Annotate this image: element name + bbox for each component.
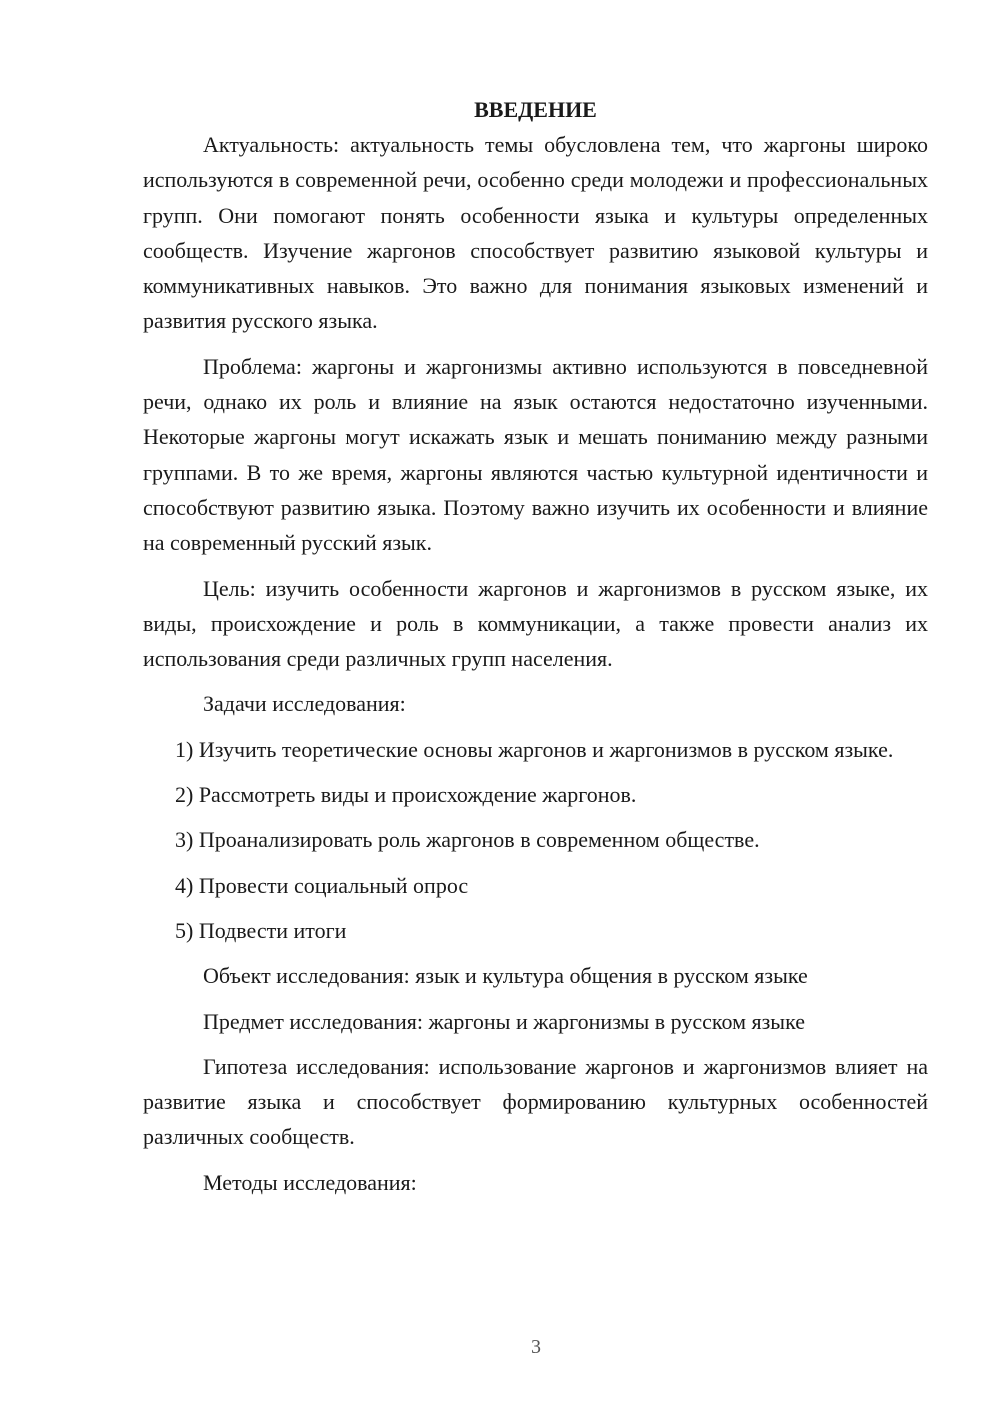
list-item-task-1: 1) Изучить теоретические основы жаргонов и жаргонизмов в русском языке. [175,736,894,762]
paragraph-object: Объект исследования: язык и культура общения в русском языке [203,963,808,989]
paragraph-methods: Методы исследования: [203,1169,417,1195]
list-item-task-2: 2) Рассмотреть виды и происхождение жаргонов. [175,782,637,808]
page-number: 3 [531,1336,541,1358]
document-title: ВВЕДЕНИЕ [474,97,597,122]
paragraph-problem: Проблема: жаргоны и жаргонизмы активно используются в повседневной речи, однако их роль и влияние на язык остаются недостаточно изученными. Некоторые жаргоны могут искажать язык и мешать пониманию между разными группами. В то же время, жаргоны являются частью культурной идентичности и способствуют развитию языка. Поэтому важно изучить их особенности и влияние на современный русский язык. [143,353,928,556]
list-item-task-4: 4) Провести социальный опрос [175,872,469,898]
list-item-task-5: 5) Подвести итоги [175,917,347,943]
paragraph-subject: Предмет исследования: жаргоны и жаргонизмы в русском языке [203,1008,805,1034]
paragraph-goal: Цель: изучить особенности жаргонов и жаргонизмов в русском языке, их виды, происхождение и роль в коммуникации, а также провести анализ их использования среди различных групп населения. [143,575,928,672]
paragraph-relevance: Актуальность: актуальность темы обусловлена тем, что жаргоны широко используются в современной речи, особенно среди молодежи и профессиональных групп. Они помогают понять особенности языка и культуры определенных сообществ. Изучение жаргонов способствует развитию языковой культуры и коммуникативных навыков. Это важно для понимания языковых изменений и развития русского языка. [143,132,928,334]
document-page [143,92,928,1210]
list-item-task-3: 3) Проанализировать роль жаргонов в современном обществе. [175,827,760,853]
paragraph-hypothesis: Гипотеза исследования: использование жаргонов и жаргонизмов влияет на развитие языка и способствует формированию культурных особенностей различных сообществ. [143,1053,928,1150]
paragraph-tasks-heading: Задачи исследования: [203,691,406,717]
